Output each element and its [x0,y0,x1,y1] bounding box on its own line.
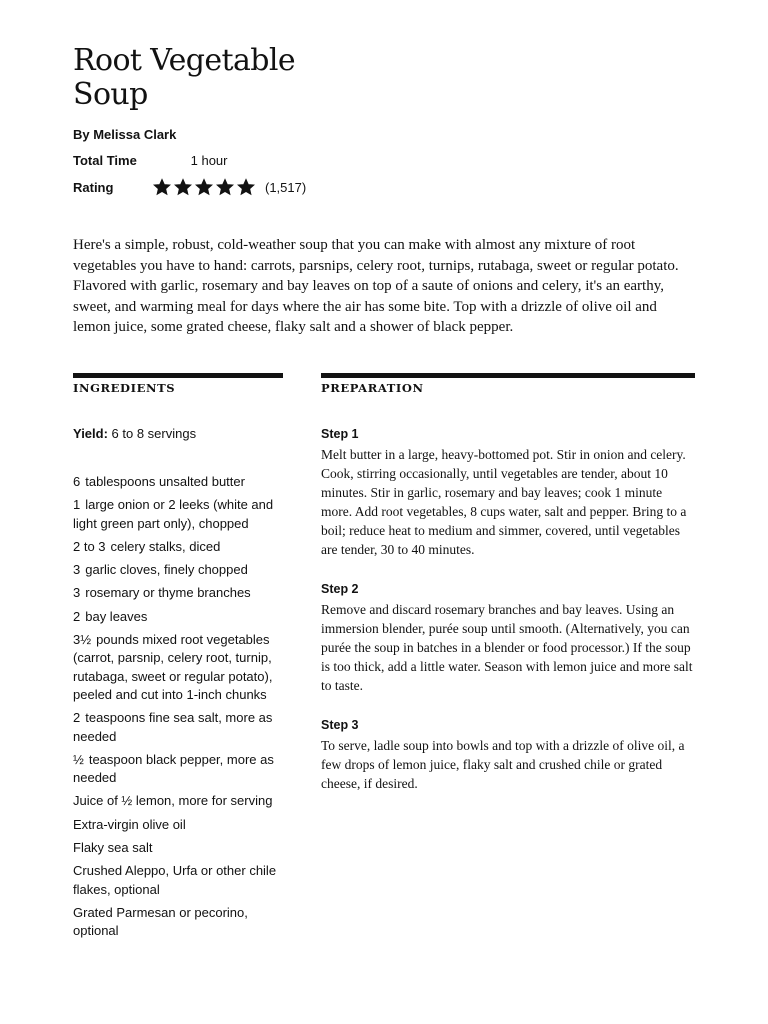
recipe-description: Here's a simple, robust, cold-weather soup that you can make with almost any mixture of root vegetables you have to hand: carrots, parsnips, celery root, turnips, rutabaga, sweet or regular potato. Flavored with garlic, rosemary and bay leaves on top of a saute of onions and celery, it's an earthy, sweet, and warming meal for days where the air has some bite. Top with a drizzle of olive oil and lemon juice, some grated cheese, flaky salt and a shower of black pepper. [73,237,679,336]
preparation-step [321,716,695,793]
star-icon [216,178,234,196]
ingredient-text: celery stalks, diced [110,538,221,554]
ingredient-text: rosemary or thyme branches [85,585,251,601]
step-text: To serve, ladle soup into bowls and top with a drizzle of olive oil, a few drops of lemon juice, flaky salt and crushed chile or grated cheese, if desired. [321,738,685,791]
preparation-step [321,425,695,559]
preparation-steps [321,425,695,814]
ingredient-item [73,496,285,533]
ingredient-quantity: 2 to 3 [73,538,106,554]
ingredient-text: tablespoons unsalted butter [85,474,245,489]
ingredient-item [73,709,285,746]
ingredients-heading: INGREDIENTS [73,381,176,395]
ingredient-quantity: 3 [73,562,81,578]
ingredient-text: garlic cloves, finely chopped [85,562,248,578]
preparation-divider [321,373,695,378]
ingredient-item [73,584,285,602]
ingredient-quantity: 2 [73,710,81,726]
ingredient-item [73,816,285,834]
ingredient-quantity: 3½ [73,632,92,648]
step-label: Step 3 [321,718,359,732]
ingredient-item [73,538,285,556]
ingredient-quantity: 1 [73,497,81,513]
total-time-label: Total Time [73,153,137,168]
ingredient-list [73,473,285,946]
recipe-title: Root Vegetable Soup [73,43,296,112]
ingredient-text: Juice of ½ lemon, more for serving [73,793,273,809]
star-rating[interactable] [153,178,255,196]
ingredient-item [73,631,285,704]
star-icon [195,178,213,196]
byline[interactable]: By Melissa Clark [73,127,177,142]
ingredient-text: Extra-virgin olive oil [73,816,186,832]
star-icon [237,178,255,196]
step-text: Melt butter in a large, heavy-bottomed pot. Stir in onion and celery. Cook, stirring occasionally, until vegetables are tender, about 10 minutes. Stir in garlic, rosemary and bay leaves; cook 1 minute more. Add root vegetables, 8 cups water, salt and pepper. Bring to a boil; reduce heat to medium and simmer, covered, until vegetables are tender, 30 to 40 minutes. [321,447,687,557]
star-icon [174,178,192,196]
total-time-row [73,153,228,168]
ingredient-text: large onion or 2 leeks (white and light green part only), chopped [73,497,274,531]
star-icon [153,178,171,196]
yield-label: Yield: [73,426,108,441]
ingredient-text: Grated Parmesan or pecorino, optional [73,904,248,939]
ingredient-quantity: 6 [73,474,81,489]
rating-label: Rating [73,179,114,195]
total-time-value: 1 hour [190,153,228,168]
preparation-heading: PREPARATION [321,381,424,395]
preparation-step [321,580,695,695]
ingredient-text: teaspoon black pepper, more as needed [73,751,274,786]
step-text: Remove and discard rosemary branches and bay leaves. Using an immersion blender, purée soup until smooth. (Alternatively, you can purée the soup in batches in a blender or food processor.) If the soup is too thick, add a little water. Season with lemon juice and more salt to taste. [321,602,693,693]
ingredient-quantity: 3 [73,585,81,601]
ingredient-item [73,862,285,899]
ingredient-text: Crushed Aleppo, Urfa or other chile flakes, optional [73,863,277,897]
ingredient-item [73,751,285,788]
yield [73,426,196,441]
ingredient-item [73,839,285,857]
rating-row [73,178,306,196]
ingredients-divider [73,373,283,378]
ingredient-text: pounds mixed root vegetables (carrot, parsnip, celery root, turnip, rutabaga, sweet or regular potato), peeled and cut into 1-inch chunks [73,632,273,702]
ingredient-item [73,904,285,941]
ingredient-quantity: 2 [73,608,81,624]
ingredient-item [73,561,285,579]
step-label: Step 2 [321,582,359,596]
rating-count[interactable]: (1,517) [265,179,307,195]
step-label: Step 1 [321,427,359,441]
yield-value: 6 to 8 servings [111,426,197,441]
ingredient-item [73,608,285,626]
ingredient-item [73,473,285,491]
ingredient-item [73,792,285,810]
ingredient-text: Flaky sea salt [73,840,153,856]
ingredient-text: teaspoons fine sea salt, more as needed [73,710,273,744]
ingredient-quantity: ½ [73,751,84,767]
ingredient-text: bay leaves [85,608,148,624]
